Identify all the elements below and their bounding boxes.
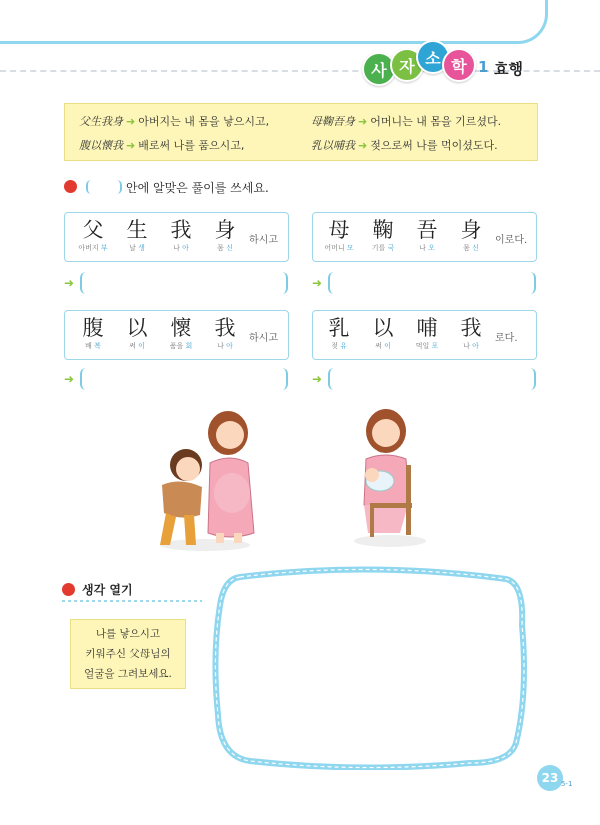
drawing-area[interactable]: [210, 565, 528, 770]
hanja-card-4: [312, 310, 537, 360]
arrow-right-icon: ➜: [312, 276, 323, 290]
lesson-number: 1: [478, 58, 489, 76]
card-suffix: 하시고: [249, 235, 278, 246]
hanja-char: 哺 먹일 포: [415, 316, 439, 350]
prompt-line: 얼굴을 그려보세요.: [84, 668, 172, 680]
page-subnumber: 5-1: [561, 780, 573, 788]
series-badge-2: 자: [390, 48, 424, 82]
arrow-right-icon: ➜: [64, 276, 75, 290]
series-badge-3: 소: [416, 40, 450, 74]
hanja-char: 生 날 생: [126, 218, 148, 252]
verse-summary-box: [64, 103, 538, 161]
hanja-char: 身 몸 신: [214, 218, 236, 252]
lesson-title: 효행: [494, 60, 523, 78]
think-section-title: 생각 열기: [82, 583, 133, 597]
hanja-char: 乳 젖 유: [328, 316, 350, 350]
mother-feeding-illustration: [350, 405, 430, 550]
answer-blank-3[interactable]: [80, 368, 288, 390]
header-frame: [0, 0, 548, 44]
summary-hanja: 父生我身: [79, 115, 123, 128]
arrow-right-icon: ➜: [64, 372, 75, 386]
summary-item: [79, 137, 244, 153]
hanja-card-2: [312, 212, 537, 262]
instruction-text: 안에 알맞은 풀이를 쓰세요.: [126, 181, 269, 195]
arrow-right-icon: ➜: [126, 114, 136, 128]
hanja-char: 我 나 아: [214, 316, 236, 350]
hanja-char: 腹 배 복: [82, 316, 104, 350]
card-suffix: 하시고: [249, 333, 278, 344]
apple-icon: [62, 583, 75, 596]
summary-item: [311, 137, 498, 153]
arrow-right-icon: ➜: [126, 138, 136, 152]
hanja-char: 吾 나 오: [416, 218, 438, 252]
summary-item: [311, 113, 501, 129]
hanja-card-1: [64, 212, 289, 262]
card-suffix: 로다.: [495, 333, 518, 344]
summary-text: 젖으로써 나를 먹이셨도다.: [370, 139, 498, 152]
page-number: 23: [537, 765, 563, 791]
hanja-char: 我 나 아: [170, 218, 192, 252]
arrow-right-icon: ➜: [312, 372, 323, 386]
summary-text: 아버지는 내 몸을 낳으시고,: [138, 115, 270, 128]
summary-item: [79, 113, 269, 129]
arrow-right-icon: ➜: [358, 114, 368, 128]
summary-hanja: 腹以懷我: [79, 139, 123, 152]
series-badge-4: 학: [442, 48, 476, 82]
arrow-right-icon: ➜: [358, 138, 368, 152]
hanja-char: 懷 품을 회: [169, 316, 193, 350]
apple-icon: [64, 180, 77, 193]
prompt-line: 키워주신 父母님의: [85, 648, 171, 660]
hanja-char: 母 어머니 모: [324, 218, 354, 252]
answer-blank-4[interactable]: [328, 368, 536, 390]
hanja-char: 父 아버지 부: [78, 218, 108, 252]
prompt-line: 나를 낳으시고: [95, 628, 161, 640]
summary-text: 어머니는 내 몸을 기르셨다.: [370, 115, 502, 128]
hanja-card-3: [64, 310, 289, 360]
hanja-char: 以 써 이: [126, 316, 148, 350]
father-mother-illustration: [150, 405, 260, 555]
summary-hanja: 母鞠吾身: [311, 115, 355, 128]
series-badge-1: 사: [362, 52, 396, 86]
hanja-char: 身 몸 신: [460, 218, 482, 252]
think-prompt-box: [70, 619, 186, 689]
summary-text: 배로써 나를 품으시고,: [138, 139, 245, 152]
summary-hanja: 乳以哺我: [311, 139, 355, 152]
think-title-underline: [62, 598, 202, 604]
card-suffix: 이로다.: [495, 235, 528, 246]
blank-paren-icon: [86, 180, 122, 194]
hanja-char: 鞠 기를 국: [371, 218, 395, 252]
answer-blank-2[interactable]: [328, 272, 536, 294]
hanja-char: 以 써 이: [372, 316, 394, 350]
answer-blank-1[interactable]: [80, 272, 288, 294]
hanja-char: 我 나 아: [460, 316, 482, 350]
